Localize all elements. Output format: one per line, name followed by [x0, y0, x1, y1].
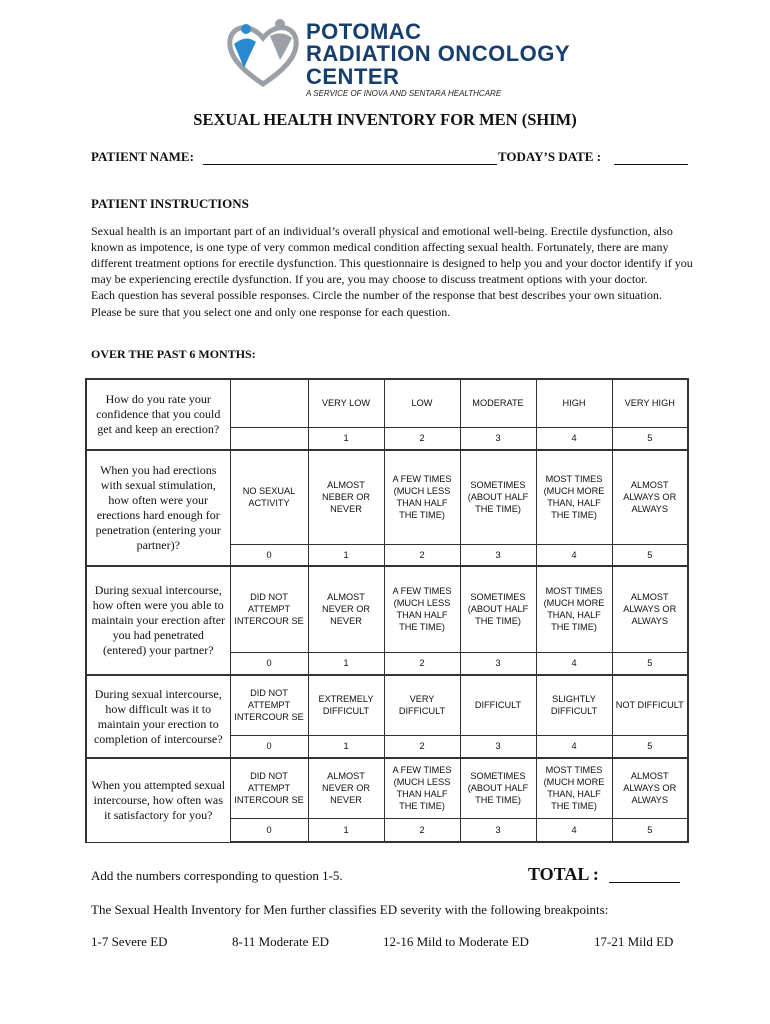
instructions-paragraph-2: Each question has several possible responses. Circle the number of the response that best describes your own situation. Please be sure that you select one and only one response for each question.: [91, 288, 662, 319]
response-option-label: MOST TIMES (MUCH MORE THAN, HALF THE TIME): [536, 758, 612, 818]
response-score[interactable]: 1: [308, 427, 384, 450]
instructions-body: [91, 223, 693, 321]
response-option-label: DID NOT ATTEMPT INTERCOUR SE: [230, 566, 308, 652]
response-score[interactable]: 3: [460, 735, 536, 758]
response-score[interactable]: 0: [230, 652, 308, 675]
response-score[interactable]: 5: [612, 818, 688, 842]
question-options-row: [86, 675, 688, 735]
response-score[interactable]: 2: [384, 735, 460, 758]
response-option-label: SOMETIMES (ABOUT HALF THE TIME): [460, 758, 536, 818]
response-score[interactable]: 2: [384, 427, 460, 450]
response-option-label: A FEW TIMES (MUCH LESS THAN HALF THE TIME): [384, 450, 460, 544]
response-score[interactable]: 3: [460, 818, 536, 842]
breakpoint-mild-to-moderate: 12-16 Mild to Moderate ED: [383, 934, 529, 949]
response-option-label: VERY LOW: [308, 379, 384, 427]
breakpoint-severe: 1-7 Severe ED: [91, 934, 168, 949]
page-title: SEXUAL HEALTH INVENTORY FOR MEN (SHIM): [193, 110, 577, 129]
question-text: When you attempted sexual intercourse, how often was it satisfactory for you?: [86, 758, 230, 842]
response-option-label: A FEW TIMES (MUCH LESS THAN HALF THE TIME): [384, 758, 460, 818]
breakpoint-moderate: 8-11 Moderate ED: [232, 934, 329, 949]
period-heading: OVER THE PAST 6 MONTHS:: [91, 347, 256, 361]
response-score[interactable]: 1: [308, 652, 384, 675]
response-score[interactable]: 1: [308, 735, 384, 758]
logo-line-2: RADIATION ONCOLOGY: [306, 41, 571, 66]
response-option-label: NO SEXUAL ACTIVITY: [230, 450, 308, 544]
heart-figures-logo-icon: [222, 14, 304, 90]
response-score[interactable]: 5: [612, 544, 688, 566]
response-option-label: A FEW TIMES (MUCH LESS THAN HALF THE TIME): [384, 566, 460, 652]
response-option-label: MOST TIMES (MUCH MORE THAN, HALF THE TIME): [536, 566, 612, 652]
response-option-label: DID NOT ATTEMPT INTERCOUR SE: [230, 758, 308, 818]
instructions-paragraph-1: Sexual health is an important part of an individual’s overall physical and emotional well-being. Erectile dysfunction, also known as impotence, is one type of very common medical condition affecting sexual health. Fortunately, there are many different treatment options for erectile dysfunction. This questionnaire is designed to help you and your doctor identify if you may be experiencing erectile dysfunction. If you are, you may choose to discuss treatment options with your doctor.: [91, 224, 693, 286]
response-option-label: ALMOST ALWAYS OR ALWAYS: [612, 450, 688, 544]
response-option-label: SOMETIMES (ABOUT HALF THE TIME): [460, 450, 536, 544]
question-options-row: [86, 758, 688, 818]
todays-date-label: TODAY’S DATE :: [498, 149, 602, 164]
response-option-label: DIFFICULT: [460, 675, 536, 735]
question-text: During sexual intercourse, how often were you able to maintain your erection after you had penetrated (entered) your partner?: [86, 566, 230, 675]
response-score[interactable]: 3: [460, 427, 536, 450]
response-score[interactable]: 4: [536, 427, 612, 450]
question-text: How do you rate your confidence that you could get and keep an erection?: [86, 379, 230, 450]
organization-logo: [222, 14, 571, 98]
response-score[interactable]: 5: [612, 652, 688, 675]
question-text: During sexual intercourse, how difficult was it to maintain your erection to completion of intercourse?: [86, 675, 230, 758]
question-text: When you had erections with sexual stimulation, how often were your erections hard enough for penetration (entering your partner)?: [86, 450, 230, 566]
response-score[interactable]: 4: [536, 735, 612, 758]
response-score[interactable]: 5: [612, 427, 688, 450]
response-option-label: HIGH: [536, 379, 612, 427]
response-score[interactable]: 0: [230, 818, 308, 842]
response-option-label: ALMOST NEVER OR NEVER: [308, 758, 384, 818]
question-options-row: [86, 450, 688, 544]
response-score[interactable]: 5: [612, 735, 688, 758]
instructions-heading: PATIENT INSTRUCTIONS: [91, 196, 249, 211]
response-score[interactable]: 4: [536, 652, 612, 675]
patient-name-label: PATIENT NAME:: [91, 149, 194, 164]
response-option-label: ALMOST NEVER OR NEVER: [308, 566, 384, 652]
response-option-label: ALMOST ALWAYS OR ALWAYS: [612, 758, 688, 818]
logo-tagline: A SERVICE OF INOVA AND SENTARA HEALTHCARE: [306, 89, 502, 98]
response-option-label: DID NOT ATTEMPT INTERCOUR SE: [230, 675, 308, 735]
response-option-label: ALMOST NEBER OR NEVER: [308, 450, 384, 544]
response-option-label: MOST TIMES (MUCH MORE THAN, HALF THE TIME): [536, 450, 612, 544]
patient-name-field[interactable]: [203, 164, 497, 165]
response-score[interactable]: 1: [308, 544, 384, 566]
response-score[interactable]: 2: [384, 818, 460, 842]
response-score[interactable]: 0: [230, 544, 308, 566]
total-label: TOTAL :: [528, 864, 599, 884]
response-option-label: VERY DIFFICULT: [384, 675, 460, 735]
response-score[interactable]: 0: [230, 735, 308, 758]
todays-date-field[interactable]: [614, 164, 688, 165]
question-options-row: [86, 566, 688, 652]
question-options-row: [86, 379, 688, 427]
response-option-label: NOT DIFFICULT: [612, 675, 688, 735]
response-option-label: MODERATE: [460, 379, 536, 427]
response-score[interactable]: 2: [384, 652, 460, 675]
logo-line-1: POTOMAC: [306, 19, 422, 44]
response-score[interactable]: 1: [308, 818, 384, 842]
breakpoint-mild: 17-21 Mild ED: [594, 934, 674, 949]
response-option-label: SOMETIMES (ABOUT HALF THE TIME): [460, 566, 536, 652]
response-score[interactable]: 3: [460, 544, 536, 566]
response-score[interactable]: 4: [536, 818, 612, 842]
shim-questionnaire-table: [85, 378, 689, 843]
response-score[interactable]: 4: [536, 544, 612, 566]
classification-text: The Sexual Health Inventory for Men further classifies ED severity with the following breakpoints:: [91, 902, 609, 917]
response-score: [230, 427, 308, 450]
response-score[interactable]: 2: [384, 544, 460, 566]
response-score[interactable]: 3: [460, 652, 536, 675]
total-field[interactable]: [609, 882, 680, 883]
response-option-label: [230, 379, 308, 427]
response-option-label: EXTREMELY DIFFICULT: [308, 675, 384, 735]
response-option-label: LOW: [384, 379, 460, 427]
response-option-label: ALMOST ALWAYS OR ALWAYS: [612, 566, 688, 652]
response-option-label: VERY HIGH: [612, 379, 688, 427]
response-option-label: SLIGHTLY DIFFICULT: [536, 675, 612, 735]
logo-line-3: CENTER: [306, 64, 400, 89]
add-numbers-instruction: Add the numbers corresponding to question 1-5.: [91, 868, 343, 883]
